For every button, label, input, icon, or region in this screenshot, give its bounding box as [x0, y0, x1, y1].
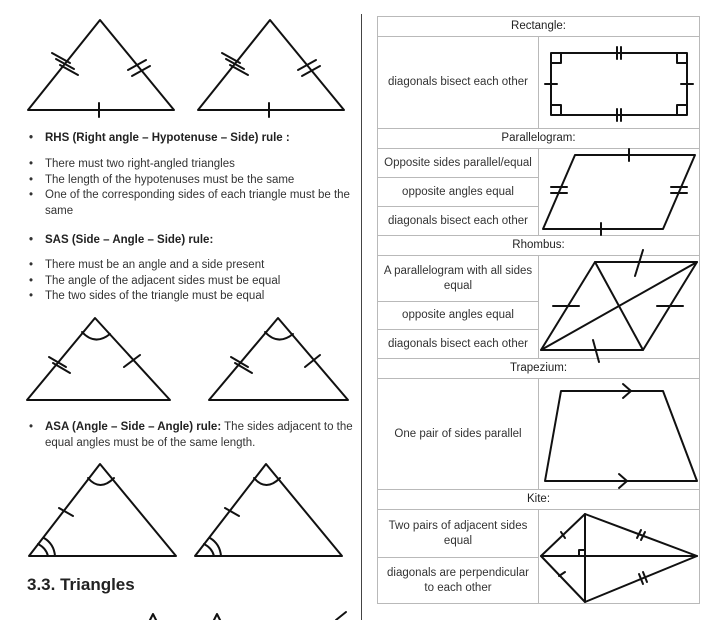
sas-heading: • SAS (Side – Angle – Side) rule:	[27, 233, 357, 249]
parallelogram-prop-1: Opposite sides parallel/equal	[378, 149, 539, 178]
trapezium-title: Trapezium:	[378, 359, 700, 379]
asa-text: The sides adjacent to the equal angles must be of the same length.	[45, 421, 353, 449]
list-item: • There must two right-angled triangles	[27, 157, 357, 173]
rectangle-figure-cell	[539, 37, 700, 129]
rhombus-prop-3: diagonals bisect each other	[378, 330, 539, 359]
rectangle-figure	[539, 37, 700, 129]
rhs-triangle-right	[198, 20, 344, 117]
kite-prop-2: diagonals are perpendicular to each other	[378, 558, 539, 604]
rhombus-title: Rhombus:	[378, 236, 700, 256]
asa-rule	[27, 420, 357, 451]
list-item: • One of the corresponding sides of each triangle must be the same	[27, 188, 357, 219]
rhombus-figure	[539, 256, 700, 359]
rhs-triangles-figure	[0, 0, 360, 125]
sas-triangle-right	[209, 318, 348, 400]
trapezium-figure	[539, 379, 700, 490]
asa-triangle-left	[29, 464, 176, 556]
kite-title: Kite:	[378, 490, 700, 510]
sas-triangles-figure	[0, 310, 360, 415]
list-item: • The length of the hypotenuses must be the same	[27, 173, 357, 189]
rectangle-title: Rectangle:	[378, 17, 700, 37]
kite-figure	[539, 510, 700, 606]
next-figure-partial	[0, 608, 360, 620]
rhombus-prop-1: A parallelogram with all sides equal	[378, 256, 539, 302]
rhombus-figure-cell	[539, 256, 700, 359]
kite-prop-1: Two pairs of adjacent sides equal	[378, 510, 539, 558]
parallelogram-figure-cell	[539, 149, 700, 236]
parallelogram-figure	[539, 149, 700, 237]
kite-figure-cell	[539, 510, 700, 604]
quadrilaterals-table	[377, 16, 700, 604]
parallelogram-prop-2: opposite angles equal	[378, 178, 539, 207]
sas-triangle-left	[27, 318, 170, 400]
column-divider	[361, 14, 362, 620]
asa-triangles-figure	[0, 458, 360, 563]
parallelogram-prop-3: diagonals bisect each other	[378, 207, 539, 236]
rhs-heading: • RHS (Right angle – Hypotenuse – Side) rule :	[27, 131, 357, 147]
trapezium-prop-1: One pair of sides parallel	[378, 379, 539, 490]
rhs-list	[27, 157, 357, 219]
list-item: • The two sides of the triangle must be equal	[27, 289, 357, 305]
asa-heading: ASA (Angle – Side – Angle) rule:	[45, 421, 222, 433]
list-item: • There must be an angle and a side present	[27, 258, 357, 274]
list-item: • The angle of the adjacent sides must be equal	[27, 274, 357, 290]
parallelogram-title: Parallelogram:	[378, 129, 700, 149]
rectangle-prop-1: diagonals bisect each other	[378, 37, 539, 129]
asa-triangle-right	[195, 464, 342, 556]
rhombus-prop-2: opposite angles equal	[378, 302, 539, 330]
sas-list	[27, 258, 357, 305]
section-title: 3.3. Triangles	[27, 575, 135, 594]
rhs-triangle-left	[28, 20, 174, 117]
trapezium-figure-cell	[539, 379, 700, 490]
